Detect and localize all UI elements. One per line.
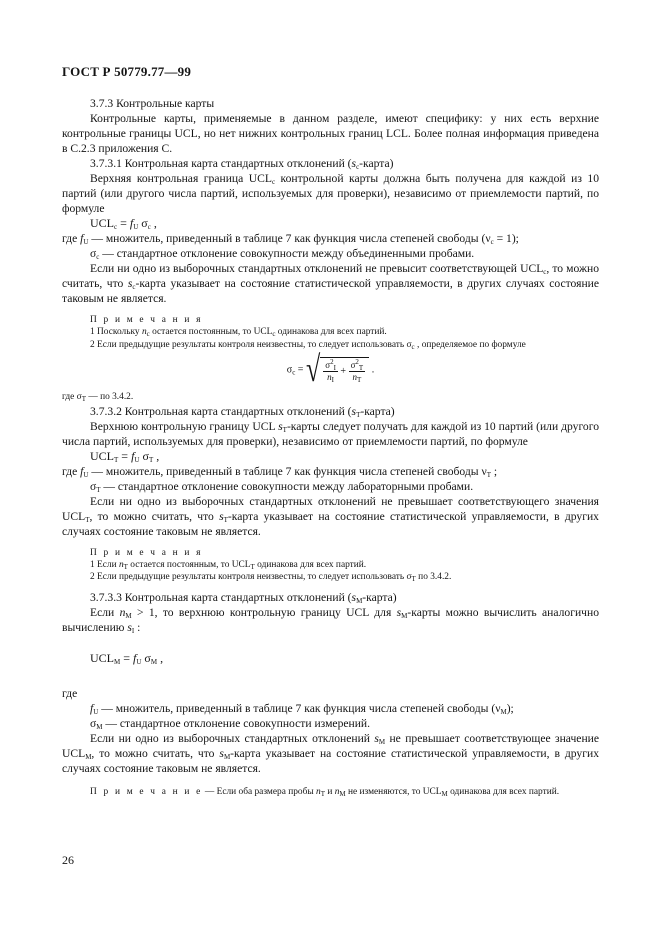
formula-ucl-c: $UCL_c = f_U$ $\sigma_c$ , xyxy=(90,216,157,231)
sigma-c-definition: $\sigma_c$ — стандартное отклонение совокупности между объединенными пробами. xyxy=(90,247,475,261)
formula-ucl-t: $UCL_T = f_U$ $\sigma_T$ , xyxy=(90,448,160,464)
radical-sign: √ xyxy=(305,349,321,390)
f-u-m-definition: $f_U$ — множитель, приведенный в таблице 7 как функция числа степеней свободы $(\nu_M)$; xyxy=(90,701,514,716)
section-3-7-3-1-para: Верхняя контрольная граница $UCL_c$ контрольной карты должна быть получена для каждой из 10 партий (или другого числа партий, используемых для проверки), независимо от приемлемости партий, по формуле xyxy=(62,172,599,215)
where-label-m: где xyxy=(62,686,78,700)
document-header: ГОСТ Р 50779.77—99 xyxy=(62,64,192,79)
section-3-7-3-title: 3.7.3 Контрольные карты xyxy=(90,97,215,110)
notes-label-2: П р и м е ч а н и я xyxy=(90,547,203,558)
sigma-m-definition: $\sigma_M$ — стандартное отклонение совокупности измерений. xyxy=(90,716,371,731)
section-3-7-3-2-title: 3.7.3.2 Контрольная карта стандартных отклонений $(s_T-карта)$ xyxy=(90,404,395,419)
section-3-7-3-1-condition: Если ни одно из выборочных стандартных отклонений не превысит соответствующей $UCL_c$, то можно считать, что $s_c$-карта указывает на состояние статистической управляемости, в других случаях состояние таковым не является. xyxy=(62,262,600,305)
page-number: 26 xyxy=(62,853,74,867)
note-2-2: 2 Если предыдущие результаты контроля неизвестны, то следует использовать $\sigma_T$ по 3.4.2. xyxy=(90,572,452,584)
where-f-u-c: где $f_U$ — множитель, приведенный в таблице 7 как функция числа степеней свободы $(\nu_c = 1)$; xyxy=(62,232,519,246)
section-3-7-3-2-para: Верхнюю контрольную границу UCL $s_T$-карты следует получать для каждой из 10 партий (или другого числа партий, используемых для проверки), независимо от приемлемости партий, по формуле xyxy=(62,419,599,448)
section-3-7-3-3-para: Если $n_M > 1$, то верхнюю контрольную границу UCL для $s_M$-карты можно вычислить аналогично вычислению $s_I$ : xyxy=(62,605,599,635)
section-3-7-3-2-condition: Если ни одно из выборочных стандартных отклонений не превышает соответствующего значения $UCL_T$, то можно считать, что $s_T$-карта указывает на состояние статистической управляемости, в других случаях состояние таковым не является. xyxy=(62,494,599,538)
note-3: П р и м е ч а н и е — Если оба размера пробы $n_T$ и $n_M$ не изменяются, то $UCL_M$ одинакова для всех партий. xyxy=(90,786,560,798)
where-f-u-t: где $f_U$ — множитель, приведенный в таблице 7 как функция числа степеней свободы $\nu_T$ ; xyxy=(62,464,498,479)
section-3-7-3-intro: Контрольные карты, применяемые в данном разделе, имеют специфику: у них есть верхние контрольные границы UCL, но нет нижних контрольных границ LCL. Более полная информация приведена в С.2.3 приложения С. xyxy=(62,112,599,155)
section-3-7-3-1-title: 3.7.3.1 Контрольная карта стандартных отклонений $(s_c-карта)$ xyxy=(90,157,394,171)
page-body xyxy=(62,96,599,798)
note-2-1: 1 Если $n_T$ остается постоянным, то $UCL_T$ одинакова для всех партий. xyxy=(90,560,367,572)
note-1-2: 2 Если предыдущие результаты контроля неизвестны, то следует использовать $\sigma_c$ , определяемое по формуле xyxy=(90,339,526,351)
formula-sigma-c: $\sigma_c$ = √ $\frac{\sigma^2_I}{n_I}$ + $\frac{\sigma^2_T}{n_T}$ . xyxy=(286,349,375,390)
formula-ucl-m: $UCL_M = f_U$ $\sigma_M$ , xyxy=(90,650,164,666)
sigma-t-definition: $\sigma_T$ — стандартное отклонение совокупности между лабораторными пробами. xyxy=(90,479,474,494)
notes-label-1: П р и м е ч а н и я xyxy=(90,315,203,325)
section-3-7-3-3-condition: Если ни одно из выборочных стандартных отклонений $s_M$ не превышает соответствующее значение $UCL_M$, то можно считать, что $s_M$-карта указывает на состояние статистической управляемости, в других случаях состояние таковым не является. xyxy=(62,731,599,775)
sigma-t-reference: где $\sigma_T$ — по 3.4.2. xyxy=(62,392,134,404)
note-1-1: 1 Поскольку $n_c$ остается постоянным, то $UCL_c$ одинакова для всех партий. xyxy=(90,327,387,339)
section-3-7-3-3-title: 3.7.3.3 Контрольная карта стандартных отклонений $(s_M-карта)$ xyxy=(90,590,397,605)
